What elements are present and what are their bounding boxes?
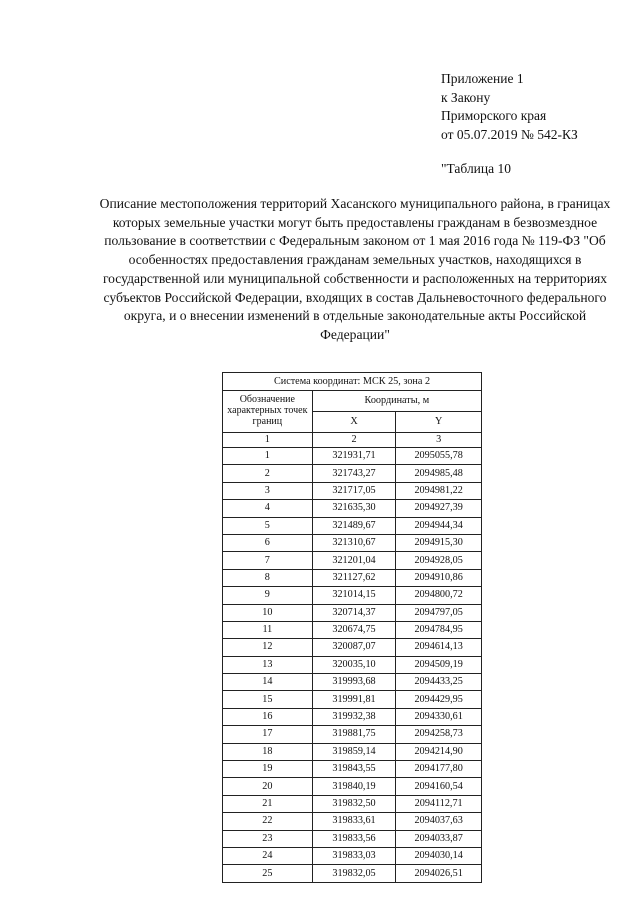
y-coordinate-cell: 2094784,95 bbox=[396, 621, 482, 638]
table-row bbox=[223, 743, 482, 760]
table-row bbox=[223, 847, 482, 864]
y-coordinate-cell: 2094797,05 bbox=[396, 604, 482, 621]
point-number-cell: 11 bbox=[223, 621, 313, 638]
table-row bbox=[223, 830, 482, 847]
x-coordinate-cell: 319833,61 bbox=[312, 813, 396, 830]
table-header-row bbox=[223, 391, 482, 412]
x-coordinate-cell: 319840,19 bbox=[312, 778, 396, 795]
point-number-cell: 20 bbox=[223, 778, 313, 795]
x-coordinate-cell: 319843,55 bbox=[312, 761, 396, 778]
y-coordinate-cell: 2094433,25 bbox=[396, 674, 482, 691]
appendix-line: от 05.07.2019 № 542-КЗ bbox=[441, 126, 578, 142]
y-coordinate-cell: 2094927,39 bbox=[396, 500, 482, 517]
coordinates-table-body bbox=[223, 373, 482, 883]
x-coordinate-cell: 320035,10 bbox=[312, 656, 396, 673]
table-row bbox=[223, 674, 482, 691]
table-row bbox=[223, 726, 482, 743]
y-coordinate-cell: 2094944,34 bbox=[396, 517, 482, 534]
column-number: 2 bbox=[312, 433, 396, 448]
table-row bbox=[223, 795, 482, 812]
column-numbers-row bbox=[223, 433, 482, 448]
point-number-cell: 21 bbox=[223, 795, 313, 812]
coordinate-system-cell: Система координат: МСК 25, зона 2 bbox=[223, 373, 482, 391]
x-coordinate-cell: 321014,15 bbox=[312, 587, 396, 604]
table-row bbox=[223, 534, 482, 551]
y-coordinate-cell: 2094037,63 bbox=[396, 813, 482, 830]
table-reference: "Таблица 10 bbox=[441, 161, 511, 176]
x-coordinate-cell: 320087,07 bbox=[312, 639, 396, 656]
y-coordinate-cell: 2094985,48 bbox=[396, 465, 482, 482]
point-number-cell: 14 bbox=[223, 674, 313, 691]
y-coordinate-cell: 2094928,05 bbox=[396, 552, 482, 569]
table-row bbox=[223, 569, 482, 586]
point-number-cell: 23 bbox=[223, 830, 313, 847]
point-number-cell: 19 bbox=[223, 761, 313, 778]
x-coordinate-cell: 319991,81 bbox=[312, 691, 396, 708]
coordinates-table bbox=[222, 372, 482, 883]
table-row bbox=[223, 639, 482, 656]
x-coordinate-cell: 319833,56 bbox=[312, 830, 396, 847]
table-row bbox=[223, 813, 482, 830]
x-coordinate-cell: 321201,04 bbox=[312, 552, 396, 569]
y-coordinate-cell: 2094910,86 bbox=[396, 569, 482, 586]
table-row bbox=[223, 448, 482, 465]
point-number-cell: 7 bbox=[223, 552, 313, 569]
y-coordinate-cell: 2094330,61 bbox=[396, 708, 482, 725]
appendix-line: к Закону bbox=[441, 89, 491, 105]
point-number-cell: 15 bbox=[223, 691, 313, 708]
x-coordinate-cell: 321310,67 bbox=[312, 534, 396, 551]
y-coordinate-cell: 2094033,87 bbox=[396, 830, 482, 847]
y-coordinate-cell: 2094214,90 bbox=[396, 743, 482, 760]
y-coordinate-cell: 2094177,80 bbox=[396, 761, 482, 778]
y-coordinate-cell: 2094160,54 bbox=[396, 778, 482, 795]
point-designation-header: Обозначение характерных точек границ bbox=[223, 391, 313, 433]
point-number-cell: 16 bbox=[223, 708, 313, 725]
y-header: Y bbox=[396, 412, 482, 433]
point-number-cell: 25 bbox=[223, 865, 313, 882]
y-coordinate-cell: 2094112,71 bbox=[396, 795, 482, 812]
table-row bbox=[223, 761, 482, 778]
x-coordinate-cell: 320674,75 bbox=[312, 621, 396, 638]
appendix-line: Приморского края bbox=[441, 108, 547, 123]
y-coordinate-cell: 2094030,14 bbox=[396, 847, 482, 864]
y-coordinate-cell: 2094509,19 bbox=[396, 656, 482, 673]
document-description: Описание местоположения территорий Хасанского муниципального района, в границах которых земельные участки могут быть предоставлены гражданам в безвозмездное пользование в соответствии с Федеральным законом от 1 мая 2016 года № 119-ФЗ "Об особенностях предоставления гражданам земельных участков, находящихся в государственной или муниципальной собственности и расположенных на территориях субъектов Российской Федерации, входящих в состав Дальневосточного федерального округа, и о внесении изменений в отдельные законодательные акты Российской Федерации" bbox=[99, 196, 611, 342]
table-row bbox=[223, 621, 482, 638]
point-number-cell: 3 bbox=[223, 482, 313, 499]
point-number-cell: 22 bbox=[223, 813, 313, 830]
table-row bbox=[223, 691, 482, 708]
appendix-line: Приложение 1 bbox=[441, 71, 524, 86]
x-coordinate-cell: 319881,75 bbox=[312, 726, 396, 743]
point-number-cell: 6 bbox=[223, 534, 313, 551]
y-coordinate-cell: 2094258,73 bbox=[396, 726, 482, 743]
point-number-cell: 10 bbox=[223, 604, 313, 621]
x-coordinate-cell: 321489,67 bbox=[312, 517, 396, 534]
point-number-cell: 12 bbox=[223, 639, 313, 656]
column-number: 3 bbox=[396, 433, 482, 448]
table-row bbox=[223, 778, 482, 795]
x-coordinate-cell: 319859,14 bbox=[312, 743, 396, 760]
y-coordinate-cell: 2094800,72 bbox=[396, 587, 482, 604]
x-coordinate-cell: 320714,37 bbox=[312, 604, 396, 621]
y-coordinate-cell: 2094429,95 bbox=[396, 691, 482, 708]
table-row bbox=[223, 865, 482, 882]
appendix-header bbox=[441, 70, 578, 144]
x-coordinate-cell: 321635,30 bbox=[312, 500, 396, 517]
x-coordinate-cell: 319932,38 bbox=[312, 708, 396, 725]
point-number-cell: 24 bbox=[223, 847, 313, 864]
table-row bbox=[223, 517, 482, 534]
table-row bbox=[223, 500, 482, 517]
y-coordinate-cell: 2094981,22 bbox=[396, 482, 482, 499]
x-coordinate-cell: 319832,50 bbox=[312, 795, 396, 812]
point-number-cell: 1 bbox=[223, 448, 313, 465]
x-coordinate-cell: 319993,68 bbox=[312, 674, 396, 691]
table-row bbox=[223, 465, 482, 482]
table-row bbox=[223, 708, 482, 725]
y-coordinate-cell: 2094026,51 bbox=[396, 865, 482, 882]
x-coordinate-cell: 321127,62 bbox=[312, 569, 396, 586]
point-number-cell: 18 bbox=[223, 743, 313, 760]
column-number: 1 bbox=[223, 433, 313, 448]
point-number-cell: 9 bbox=[223, 587, 313, 604]
x-coordinate-cell: 319833,03 bbox=[312, 847, 396, 864]
table-row bbox=[223, 656, 482, 673]
x-coordinate-cell: 319832,05 bbox=[312, 865, 396, 882]
table-header-row bbox=[223, 373, 482, 391]
y-coordinate-cell: 2094614,13 bbox=[396, 639, 482, 656]
x-coordinate-cell: 321717,05 bbox=[312, 482, 396, 499]
point-number-cell: 2 bbox=[223, 465, 313, 482]
y-coordinate-cell: 2095055,78 bbox=[396, 448, 482, 465]
x-header: X bbox=[312, 412, 396, 433]
table-row bbox=[223, 552, 482, 569]
point-number-cell: 4 bbox=[223, 500, 313, 517]
table-row bbox=[223, 482, 482, 499]
point-number-cell: 5 bbox=[223, 517, 313, 534]
point-number-cell: 13 bbox=[223, 656, 313, 673]
table-row bbox=[223, 587, 482, 604]
y-coordinate-cell: 2094915,30 bbox=[396, 534, 482, 551]
x-coordinate-cell: 321931,71 bbox=[312, 448, 396, 465]
coordinates-header: Координаты, м bbox=[312, 391, 481, 412]
x-coordinate-cell: 321743,27 bbox=[312, 465, 396, 482]
point-number-cell: 8 bbox=[223, 569, 313, 586]
point-number-cell: 17 bbox=[223, 726, 313, 743]
table-row bbox=[223, 604, 482, 621]
